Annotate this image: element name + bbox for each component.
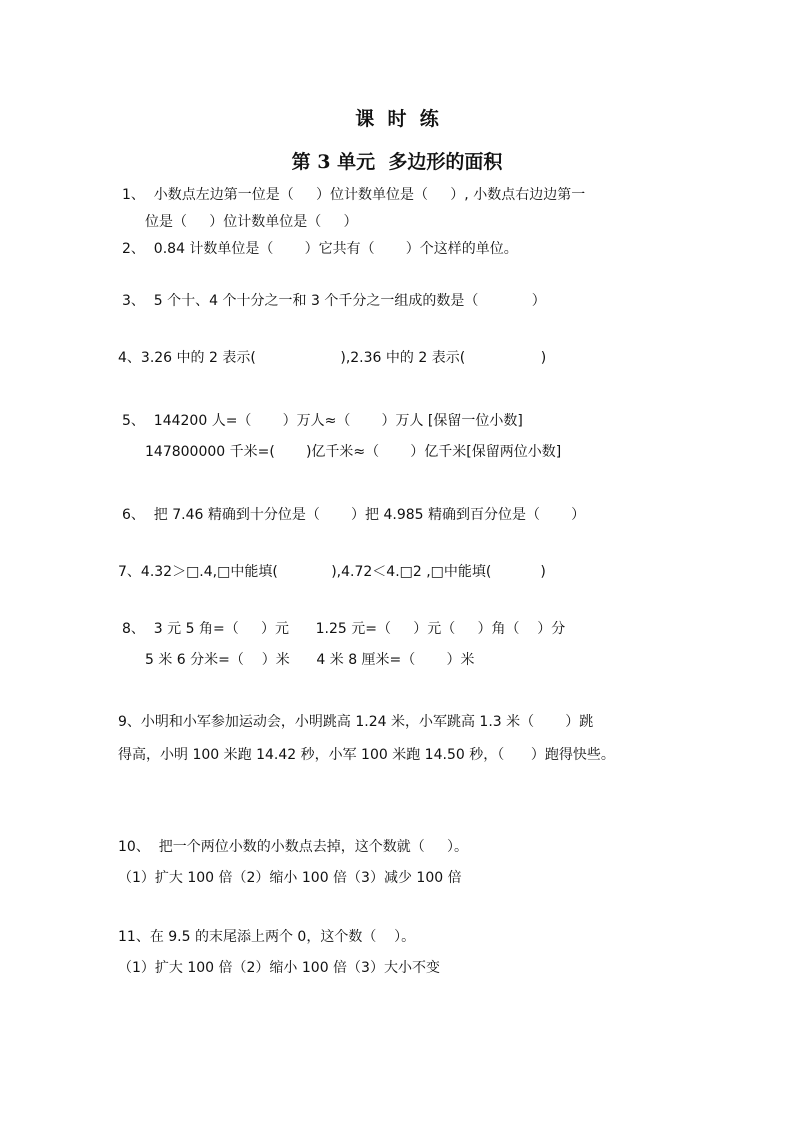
question-8-line-2: 5 米 6 分米=（ ）米 4 米 8 厘米=（ ）米 xyxy=(145,652,475,668)
question-10-options: （1）扩大 100 倍（2）缩小 100 倍（3）减少 100 倍 xyxy=(118,870,462,886)
question-6-line-1: 6、 把 7.46 精确到十分位是（ ）把 4.985 精确到百分位是（ ） xyxy=(122,507,586,523)
question-9-line-2: 得高，小明 100 米跑 14.42 秒，小军 100 米跑 14.50 秒，（ ）跑得快些。 xyxy=(118,747,615,763)
question-9-line-1: 9、小明和小军参加运动会，小明跳高 1.24 米，小军跳高 1.3 米（ ）跳 xyxy=(118,714,594,730)
question-3-line-1: 3、 5 个十、4 个十分之一和 3 个千分之一组成的数是（ ） xyxy=(122,293,546,309)
question-4-line-1: 4、3.26 中的 2 表示( ),2.36 中的 2 表示( ) xyxy=(118,350,547,366)
question-5-line-1: 5、 144200 人=（ ）万人≈（ ）万人 [保留一位小数] xyxy=(122,413,523,429)
question-10-line-1: 10、 把一个两位小数的小数点去掉，这个数就（ ）。 xyxy=(118,839,468,855)
question-1-line-1: 1、 小数点左边第一位是（ ）位计数单位是（ ）, 小数点右边边第一 xyxy=(122,187,586,203)
question-11-line-1: 11、在 9.5 的末尾添上两个 0，这个数（ ）。 xyxy=(118,929,416,945)
question-11-options: （1）扩大 100 倍（2）缩小 100 倍（3）大小不变 xyxy=(118,960,440,976)
question-5-line-2: 147800000 千米=( )亿千米≈（ ）亿千米[保留两位小数] xyxy=(145,444,562,460)
unit-title: 第 3 单元 多边形的面积 xyxy=(291,151,503,173)
question-8-line-1: 8、 3 元 5 角=（ ）元 1.25 元=（ ）元（ ）角（ ）分 xyxy=(122,621,566,637)
question-1-line-2: 位是（ ）位计数单位是（ ） xyxy=(145,214,358,230)
page-title: 课 时 练 xyxy=(355,108,439,130)
question-7-line-1: 7、4.32＞□.4,□中能填( ),4.72＜4.□2 ,□中能填( ) xyxy=(118,564,546,580)
question-2-line-1: 2、 0.84 计数单位是（ ）它共有（ ）个这样的单位。 xyxy=(122,241,518,257)
